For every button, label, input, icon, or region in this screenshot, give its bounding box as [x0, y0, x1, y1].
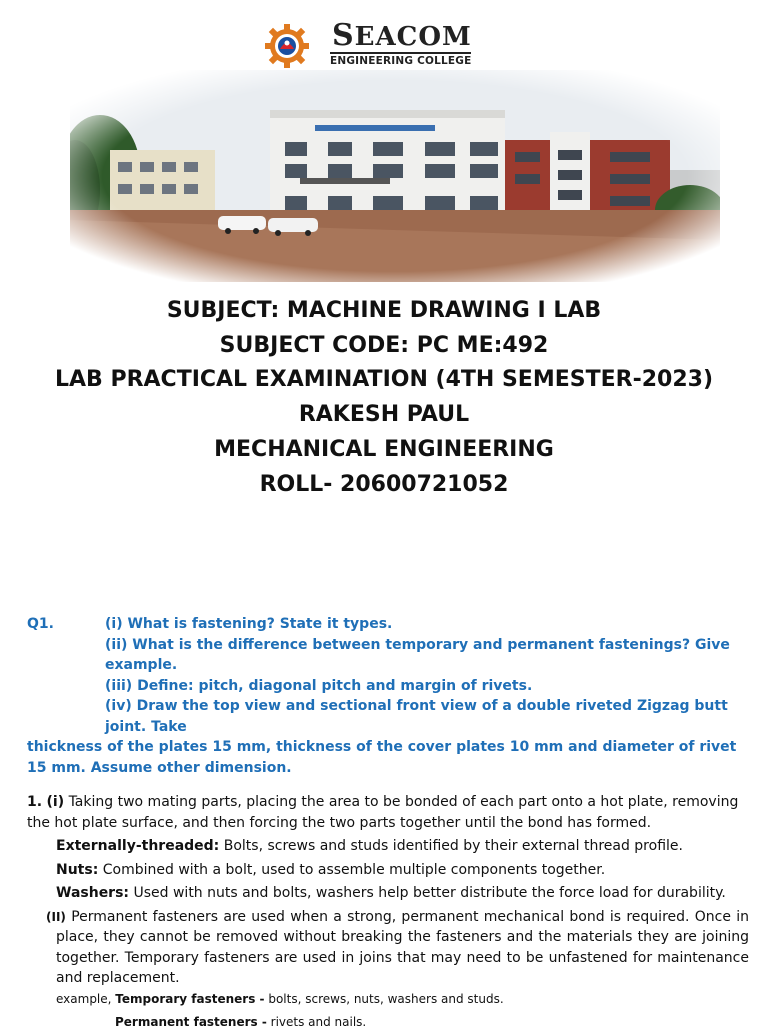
roll-number: ROLL- 20600721052: [259, 471, 509, 497]
subject-title: SUBJECT: MACHINE DRAWING I LAB: [166, 298, 602, 323]
example-temporary: example, Temporary fasteners - bolts, screws, nuts, washers and studs.: [56, 991, 504, 1006]
answer-intro: 1. (i) Taking two mating parts, placing the area to be bonded of each part onto a hot plate, removing the hot plate surface, and then forcing the two parts together until the bond has formed.: [27, 794, 739, 831]
student-name: RAKESH PAUL: [298, 402, 470, 428]
question-number: Q1.: [27, 616, 54, 632]
answer-part-ii: (II) Permanent fasteners are used when a strong, permanent mechanical bond is required. Once in place, they cannot be removed without breaking the fasteners and the materials they are joining together. Temporary fasteners are used in joins that may need to be unfastened for maintenance and replacement.: [46, 908, 749, 986]
example-permanent: Permanent fasteners - rivets and nails.: [115, 1015, 367, 1029]
college-logo: [262, 18, 502, 70]
brand-subtitle: ENGINEERING COLLEGE: [330, 52, 471, 67]
question-part-iv: (iv) Draw the top view and sectional front view of a double riveted Zigzag butt joint. Take: [105, 698, 728, 735]
question-part-i: (i) What is fastening? State it types.: [105, 616, 393, 632]
type-externally-threaded: Externally-threaded: Bolts, screws and studs identified by their external thread profile.: [56, 838, 683, 854]
type-washers: Washers: Used with nuts and bolts, washers help better distribute the force load for durability.: [56, 885, 726, 901]
question-part-iii: (iii) Define: pitch, diagonal pitch and margin of rivets.: [105, 677, 533, 694]
gear-emblem-icon: [262, 22, 312, 70]
title-block: [0, 294, 768, 502]
department: MECHANICAL ENGINEERING: [214, 436, 554, 462]
question-part-ii: (ii) What is the difference between temporary and permanent fastenings? Give example.: [105, 636, 730, 673]
answer-block: [27, 792, 749, 1033]
campus-building-photo: [70, 70, 720, 282]
brand-name: SEACOM: [332, 18, 472, 53]
exam-title: LAB PRACTICAL EXAMINATION (4TH SEMESTER-2023): [54, 367, 713, 393]
question-part-iv-continued: thickness of the plates 15 mm, thickness of the cover plates 10 mm and diameter of rivet 15 mm. Assume other dimension.: [27, 739, 737, 776]
type-nuts: Nuts: Combined with a bolt, used to assemble multiple components together.: [56, 861, 606, 878]
subject-code: SUBJECT CODE: PC ME:492: [219, 332, 549, 358]
question-block: [27, 614, 739, 778]
